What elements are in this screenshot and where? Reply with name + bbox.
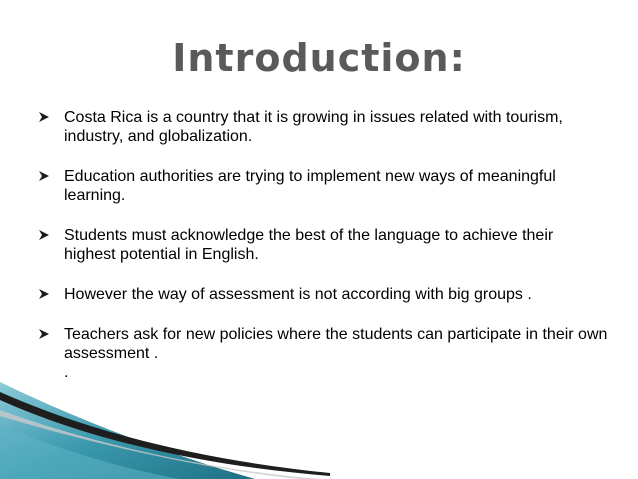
arrow-bullet-icon xyxy=(38,111,50,123)
decorative-swoosh xyxy=(0,380,638,479)
bullet-item xyxy=(38,226,608,264)
bullet-item xyxy=(38,167,608,205)
arrow-bullet-icon xyxy=(38,288,50,300)
bullet-item xyxy=(38,285,608,304)
bullet-text: Students must acknowledge the best of the language to achieve their highest potential in English. xyxy=(64,227,554,263)
bullet-item xyxy=(38,108,608,146)
bullet-text: Costa Rica is a country that it is growing in issues related with tourism, industry, and globalization. xyxy=(64,109,563,145)
bullet-item xyxy=(38,325,608,382)
bullet-list xyxy=(38,108,608,382)
bullet-text: Education authorities are trying to implement new ways of meaningful learning. xyxy=(64,168,556,204)
arrow-bullet-icon xyxy=(38,170,50,182)
bullet-text: However the way of assessment is not according with big groups . xyxy=(64,286,532,303)
arrow-bullet-icon xyxy=(38,328,50,340)
bullet-text: Teachers ask for new policies where the students can participate in their own assessment . xyxy=(64,326,608,362)
slide-title: Introduction: xyxy=(172,36,466,80)
bullet-trailing-dot: . xyxy=(64,364,69,381)
arrow-bullet-icon xyxy=(38,229,50,241)
